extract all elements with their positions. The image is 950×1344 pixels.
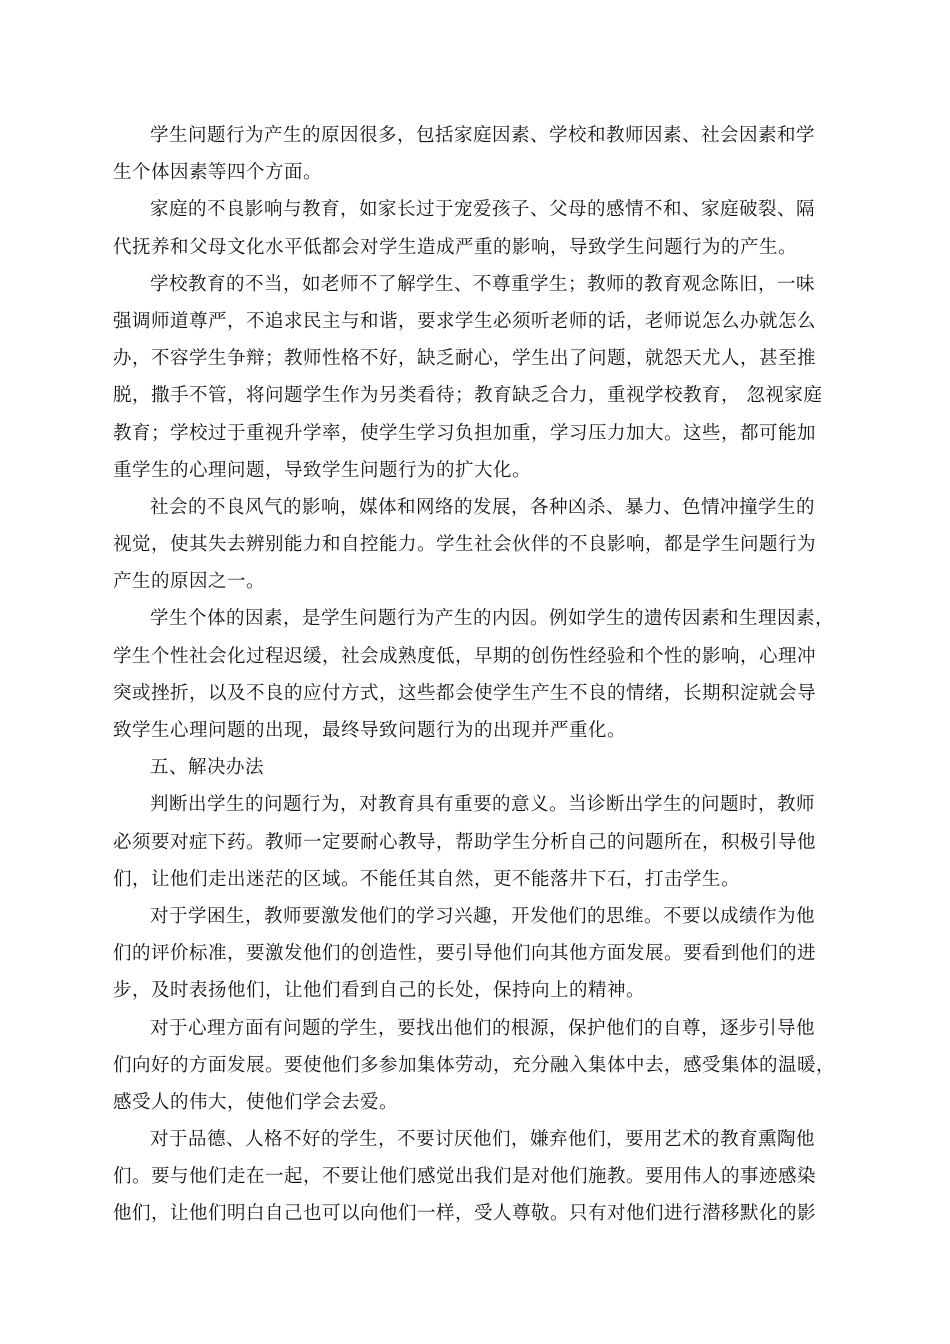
text-line: 们向好的方面发展。要使他们多参加集体劳动，充分融入集体中去，感受集体的温暖， [113,1054,836,1076]
text-line: 产生的原因之一。 [113,571,266,593]
text-line: 对于品德、人格不好的学生，不要讨厌他们，嫌弃他们，要用艺术的教育熏陶他 [150,1129,816,1151]
text-line: 学校教育的不当，如老师不了解学生、不尊重学生；教师的教育观念陈旧，一味 [150,273,816,295]
text-line: 家庭的不良影响与教育，如家长过于宠爱孩子、父母的感情不和、家庭破裂、隔 [150,199,816,221]
text-line: 社会的不良风气的影响，媒体和网络的发展，各种凶杀、暴力、色情冲撞学生的 [150,496,816,518]
text-line: 办，不容学生争辩；教师性格不好，缺乏耐心，学生出了问题，就怨天尤人，甚至推 [113,348,817,370]
text-line: 脱，撒手不管，将问题学生作为另类看待；教育缺乏合力，重视学校教育， 忽视家庭 [113,385,823,407]
text-line: 突或挫折，以及不良的应付方式，这些都会使学生产生不良的情绪，长期积淀就会导 [113,682,817,704]
text-line: 他们，让他们明白自己也可以向他们一样，受人尊敬。只有对他们进行潜移默化的影 [113,1203,817,1225]
text-line: 对于心理方面有问题的学生，要找出他们的根源，保护他们的自尊，逐步引导他 [150,1017,816,1039]
document-page [113,117,838,1233]
text-line: 学生个性社会化过程迟缓，社会成熟度低，早期的创伤性经验和个性的影响，心理冲 [113,645,817,667]
text-line: 步，及时表扬他们，让他们看到自己的长处，保持向上的精神。 [113,980,646,1002]
text-line: 们，让他们走出迷茫的区域。不能任其自然，更不能落井下石，打击学生。 [113,868,741,890]
text-line: 对于学困生，教师要激发他们的学习兴趣，开发他们的思维。不要以成绩作为他 [150,905,816,927]
text-line: 教育；学校过于重视升学率，使学生学习负担加重，学习压力加大。这些，都可能加 [113,422,817,444]
text-line: 们。要与他们走在一起，不要让他们感觉出我们是对他们施教。要用伟人的事迹感染 [113,1166,817,1188]
text-line: 必须要对症下药。教师一定要耐心教导，帮助学生分析自己的问题所在，积极引导他 [113,831,817,853]
section-heading: 五、解决办法 [150,757,265,779]
text-line: 致学生心理问题的出现，最终导致问题行为的出现并严重化。 [113,720,627,741]
text-line: 学生问题行为产生的原因很多，包括家庭因素、学校和教师因素、社会因素和学 [150,125,816,146]
text-line: 判断出学生的问题行为，对教育具有重要的意义。当诊断出学生的问题时，教师 [150,794,816,816]
text-line: 重学生的心理问题，导致学生问题行为的扩大化。 [113,459,532,481]
text-line: 感受人的伟大，使他们学会去爱。 [113,1091,399,1113]
text-line: 们的评价标准，要激发他们的创造性，要引导他们向其他方面发展。要看到他们的进 [113,943,817,965]
text-line: 视觉，使其失去辨别能力和自控能力。学生社会伙伴的不良影响，都是学生问题行为 [113,534,817,556]
text-line: 代抚养和父母文化水平低都会对学生造成严重的影响，导致学生问题行为的产生。 [113,236,798,258]
text-line: 学生个体的因素，是学生问题行为产生的内因。例如学生的遗传因素和生理因素， [150,608,835,630]
text-line: 强调师道尊严，不追求民主与和谐，要求学生必须听老师的话，老师说怎么办就怎么 [113,310,817,332]
text-line: 生个体因素等四个方面。 [113,162,323,184]
